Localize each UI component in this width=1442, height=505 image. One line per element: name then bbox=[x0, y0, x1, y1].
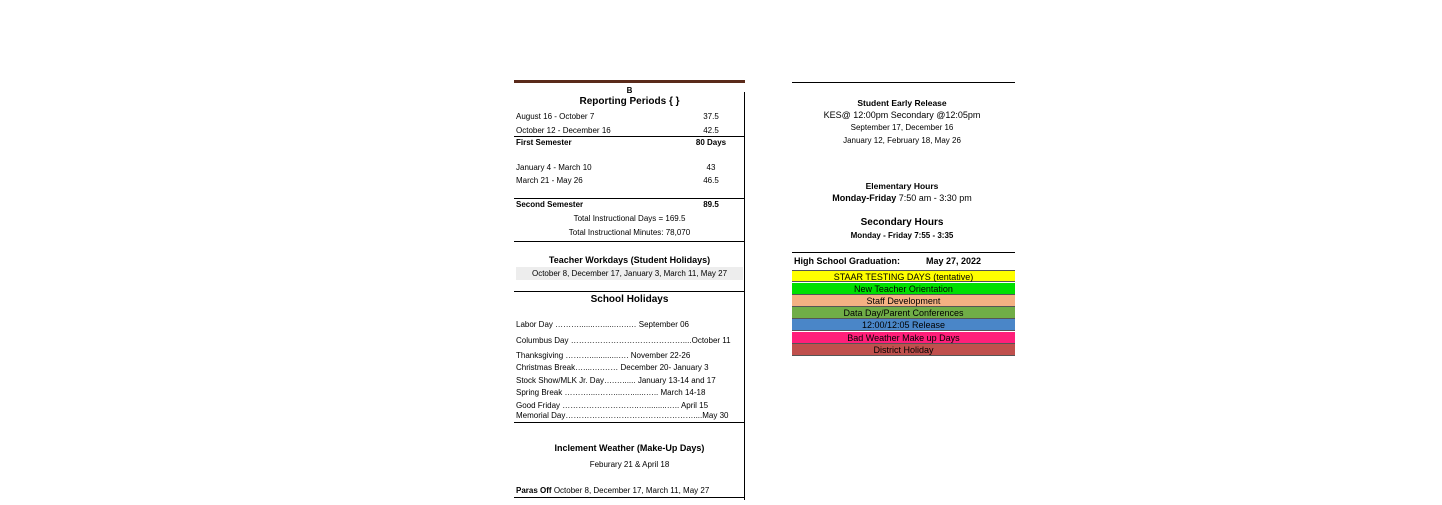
legend-district-holiday: District Holiday bbox=[792, 344, 1015, 356]
holiday-item: Columbus Day ……………………………………....October 11 bbox=[516, 336, 731, 345]
elementary-hours-title: Elementary Hours bbox=[865, 181, 939, 191]
school-holidays-title: School Holidays bbox=[590, 294, 669, 305]
legend-new-teacher-orientation: New Teacher Orientation bbox=[792, 283, 1015, 295]
inclement-weather-title: Inclement Weather (Make-Up Days) bbox=[554, 443, 705, 453]
teacher-workdays-title: Teacher Workdays (Student Holidays) bbox=[548, 255, 711, 265]
reporting-periods-title: Reporting Periods { } bbox=[579, 96, 680, 107]
holiday-item: Memorial Day…………………………………………....May 30 bbox=[516, 411, 729, 420]
early-release-times: KES@ 12:00pm Secondary @12:05pm bbox=[823, 110, 981, 120]
graduation-label: High School Graduation: bbox=[794, 256, 900, 266]
legend-staff-development: Staff Development bbox=[792, 295, 1015, 307]
divider bbox=[514, 291, 745, 292]
holiday-item: Christmas Break…....….…… December 20- January 3 bbox=[516, 363, 709, 372]
legend-bad-weather: Bad Weather Make up Days bbox=[792, 332, 1015, 344]
holiday-item: Good Friday ………………………..….........….. April 15 bbox=[516, 401, 709, 410]
divider bbox=[514, 241, 745, 242]
inclement-weather-dates: Feburary 21 & April 18 bbox=[589, 460, 670, 469]
teacher-workdays-dates: October 8, December 17, January 3, March 11, May 27 bbox=[516, 267, 743, 280]
divider bbox=[514, 497, 745, 498]
elementary-hours: Monday-Friday 7:50 am - 3:30 pm bbox=[832, 193, 972, 203]
right-column bbox=[792, 72, 1016, 372]
early-release-dates: January 12, February 18, May 26 bbox=[843, 136, 961, 145]
column-letter: B bbox=[626, 86, 633, 95]
left-column: B Reporting Periods { } August 16 - October 7 37.5 October 12 - December 16 42.5 First Semester 80 Days January 4 - March 10 43 March 21 - May 26 46.5 Second Semester 89.5 Total Instructional Days = 169.5 Total Instructional Minutes: 78,070 Teacher Workdays (Student Holidays) October 8, December 17, January 3, March 11, May 27 School Holidays Labor Day ……….......…......…..… September 06 Columbus Day ……………………………………....October 11 Thanksgiving ……….............…. November 22-26 Christmas Break…....….…… December 20- January 3 Stock Show/MLK Jr. Day….…...... January 13-14 and 17 Spring Break ………....……....….......….. March 14-18 Good Friday ………………………..….........….. April 15 Memorial Day…………………………………………....May 30 Inclement Weather (Make-Up Days) Feburary 21 & April 18 Paras Off October 8, December 17, March 11, May 27 bbox=[514, 80, 745, 500]
legend-data-day: Data Day/Parent Conferences bbox=[792, 307, 1015, 319]
legend-staar-testing: STAAR TESTING DAYS (tentative) bbox=[792, 270, 1015, 282]
divider bbox=[792, 252, 1015, 253]
secondary-hours-title: Secondary Hours bbox=[860, 217, 944, 228]
secondary-hours: Monday - Friday 7:55 - 3:35 bbox=[850, 231, 954, 240]
total-instructional-minutes: Total Instructional Minutes: 78,070 bbox=[568, 228, 691, 237]
holiday-item: Stock Show/MLK Jr. Day….…...... January 13-14 and 17 bbox=[516, 376, 716, 385]
divider bbox=[514, 422, 745, 423]
divider bbox=[792, 82, 1015, 83]
paras-off: Paras Off October 8, December 17, March 11, May 27 bbox=[516, 486, 710, 495]
top-border bbox=[514, 80, 745, 83]
early-release-dates: September 17, December 16 bbox=[850, 123, 954, 132]
holiday-item: Labor Day ……….......…......…..… September 06 bbox=[516, 320, 689, 329]
early-release-title: Student Early Release bbox=[857, 98, 947, 108]
legend-early-release: 12:00/12:05 Release bbox=[792, 319, 1015, 331]
graduation-date: May 27, 2022 bbox=[926, 256, 982, 266]
holiday-item: Spring Break ………....……....….......….. March 14-18 bbox=[516, 388, 706, 397]
divider bbox=[514, 198, 745, 199]
total-instructional-days: Total Instructional Days = 169.5 bbox=[573, 214, 686, 223]
divider bbox=[514, 136, 745, 137]
holiday-item: Thanksgiving ……….............…. November 22-26 bbox=[516, 351, 691, 360]
